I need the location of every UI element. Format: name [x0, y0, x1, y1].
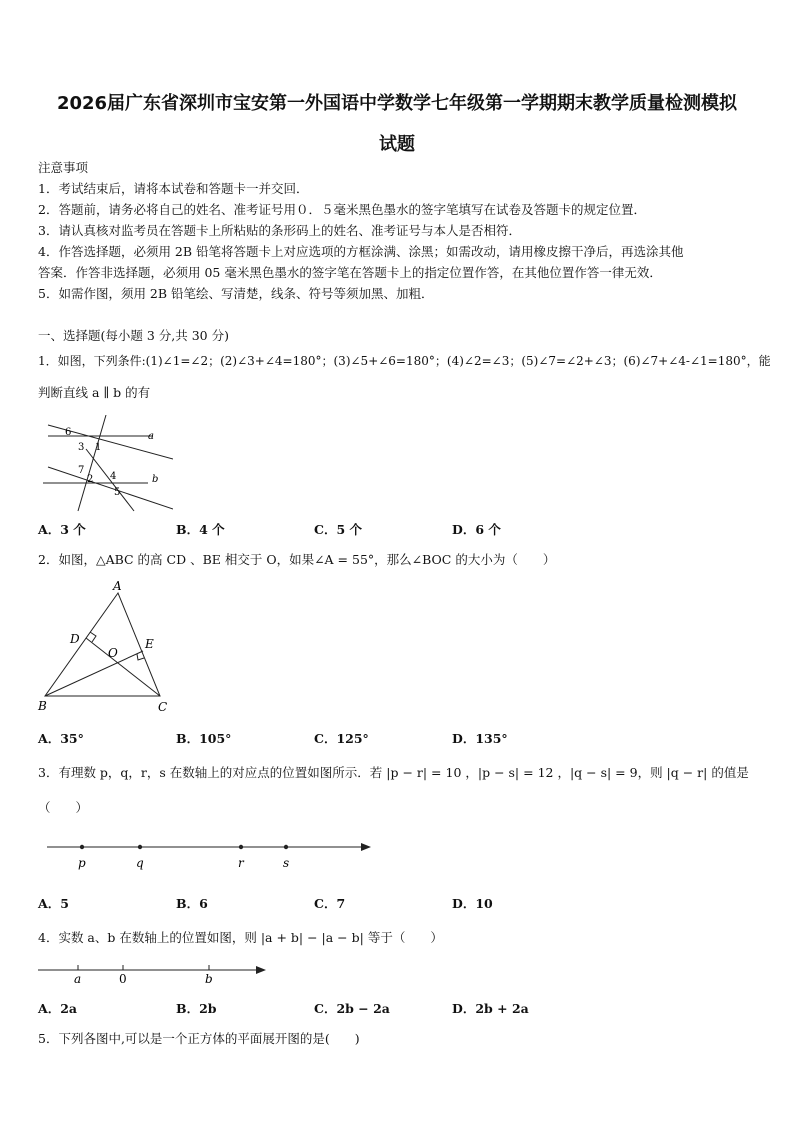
option-d: D．2b + 2a [452, 1001, 529, 1016]
parallel-lines-figure [38, 415, 173, 515]
angle-label: 7 [78, 465, 85, 476]
triangle-figure [30, 578, 180, 718]
notice-item: 3．请认真核对监考员在答题卡上所粘贴的条形码上的姓名、准考证号与本人是否相符． [38, 223, 521, 238]
point-label: p [78, 856, 86, 870]
angle-label: 4 [110, 471, 117, 482]
option-c: C．2b − 2a [314, 1001, 390, 1016]
line-label-a: a [148, 431, 154, 442]
option-c: C．7 [314, 896, 346, 911]
point-label: s [283, 856, 290, 870]
angle-label: 2 [87, 474, 94, 485]
question-3-text: 3．有理数 p，q，r，s 在数轴上的对应点的位置如图所示．若 |p − r| = 10 ，|p − s| = 12 ，|q − s| = 9，则 |q − r| 的值是 [38, 765, 749, 780]
option-a: A．3 个 [38, 522, 86, 537]
question-5-text: 5．下列各图中,可以是一个正方体的平面展开图的是( ) [38, 1031, 360, 1046]
vertex-label: E [145, 637, 154, 651]
notice-item: 答案．作答非选择题，必须用 05 毫米黑色墨水的签字笔在答题卡上的指定位置作答，在其他位置作答一律无效． [38, 265, 662, 280]
vertex-label: A [113, 579, 122, 593]
point-label: 0 [119, 972, 127, 986]
option-a: A．35° [38, 731, 84, 746]
vertex-label: D [70, 632, 80, 646]
vertex-label: B [38, 699, 47, 713]
number-line-pqrs [45, 835, 375, 875]
option-b: B．4 个 [176, 522, 225, 537]
option-b: B．6 [176, 896, 208, 911]
question-1-text: 1．如图，下列条件:(1)∠1=∠2；(2)∠3+∠4=180°；(3)∠5+∠6=180°；(4)∠2=∠3；(5)∠7=∠2+∠3；(6)∠7+∠4-∠1=180°，能 [38, 354, 771, 368]
vertex-label: O [108, 646, 118, 660]
angle-label: 3 [78, 442, 85, 453]
notice-heading: 注意事项 [38, 160, 89, 175]
page-title-continued: 试题 [379, 134, 415, 155]
notice-item: 1．考试结束后，请将本试卷和答题卡一并交回． [38, 181, 309, 196]
line-label-b: b [152, 474, 159, 485]
option-a: A．5 [38, 896, 69, 911]
option-c: C．125° [314, 731, 369, 746]
angle-label: 6 [65, 427, 72, 438]
option-d: D．135° [452, 731, 508, 746]
option-c: C．5 个 [314, 522, 362, 537]
notice-item: 5．如需作图，须用 2B 铅笔绘、写清楚，线条、符号等须加黑、加粗． [38, 286, 434, 301]
option-d: D．10 [452, 896, 493, 911]
option-b: B．2b [176, 1001, 217, 1016]
question-1-text-continued: 判断直线 a ∥ b 的有 [38, 385, 151, 400]
point-label: q [136, 856, 144, 870]
vertex-label: C [158, 700, 168, 714]
question-3-text-continued: （ ） [38, 800, 89, 815]
angle-label: 5 [114, 487, 121, 498]
section-heading: 一、选择题(每小题 3 分,共 30 分) [38, 328, 229, 343]
number-line-ab [36, 960, 272, 988]
option-b: B．105° [176, 731, 232, 746]
point-label: r [238, 856, 244, 870]
option-a: A．2a [38, 1001, 77, 1016]
notice-item: 2．答题前，请务必将自己的姓名、准考证号用０．５毫米黑色墨水的签字笔填写在试卷及答题卡的规定位置． [38, 202, 646, 217]
question-4-text: 4．实数 a、b 在数轴上的位置如图，则 |a + b| − |a − b| 等于（ ） [38, 930, 443, 945]
point-label: a [74, 972, 82, 986]
notice-item: 4．作答选择题，必须用 2B 铅笔将答题卡上对应选项的方框涂满、涂黑；如需改动，请用橡皮擦干净后，再选涂其他 [38, 244, 684, 259]
angle-label: 1 [95, 442, 102, 453]
option-d: D．6 个 [452, 522, 501, 537]
question-2-text: 2．如图，△ABC 的高 CD 、BE 相交于 O，如果∠A = 55°，那么∠BOC 的大小为（ ） [38, 552, 556, 567]
point-label: b [205, 972, 213, 986]
page-title: 2026届广东省深圳市宝安第一外国语中学数学七年级第一学期期末教学质量检测模拟 [56, 93, 738, 114]
